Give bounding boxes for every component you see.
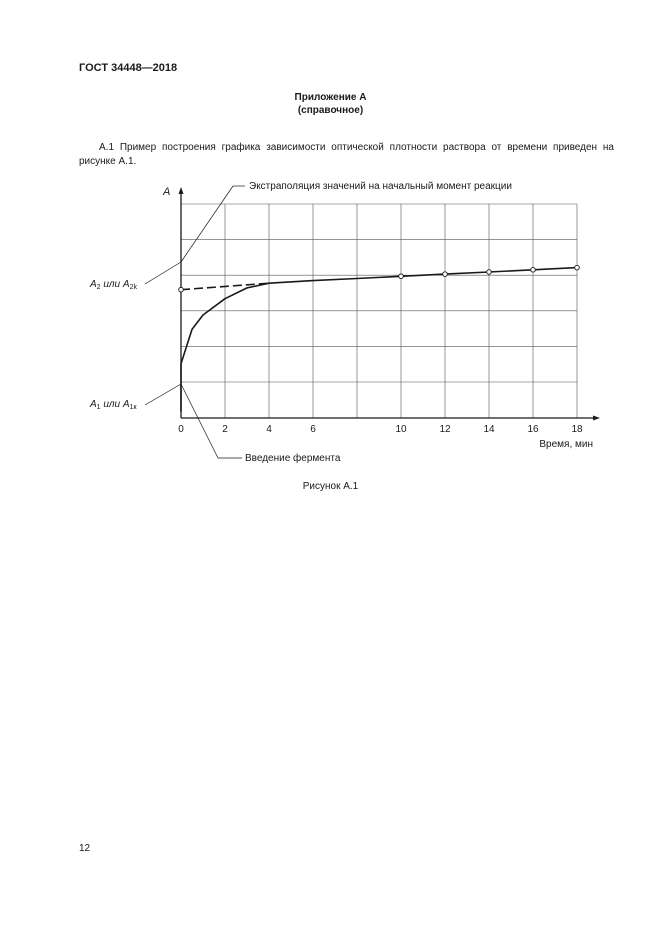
chart-ticks bbox=[178, 424, 583, 435]
a1-leader bbox=[145, 384, 181, 405]
data-point-marker bbox=[399, 274, 404, 279]
data-point-marker bbox=[487, 270, 492, 275]
a1-sub1: 1 bbox=[96, 404, 101, 411]
chart-grid bbox=[181, 204, 577, 418]
level-label-a1 bbox=[89, 399, 137, 411]
x-tick-label: 0 bbox=[178, 424, 184, 435]
paragraph-line-1: А.1 Пример построения графика зависимости оптической плотности раствора от времени приведен на bbox=[99, 142, 614, 153]
a2-mid: или A bbox=[100, 279, 130, 290]
x-tick-label: 2 bbox=[222, 424, 228, 435]
x-tick-label: 14 bbox=[483, 424, 495, 435]
x-tick-label: 18 bbox=[571, 424, 583, 435]
a2-sub2: 2k bbox=[129, 284, 137, 291]
y-axis-arrow bbox=[179, 187, 184, 194]
enzyme-leader bbox=[181, 384, 218, 458]
a1-main: A bbox=[90, 399, 97, 410]
data-point-marker bbox=[531, 267, 536, 272]
x-axis-arrow bbox=[593, 416, 600, 421]
data-point-marker bbox=[179, 287, 184, 292]
chart-axes bbox=[179, 187, 601, 421]
x-tick-label: 16 bbox=[527, 424, 539, 435]
absorbance-curve bbox=[181, 268, 577, 412]
page-number: 12 bbox=[79, 843, 91, 854]
appendix-title: Приложение А bbox=[294, 92, 367, 103]
level-label-a2 bbox=[89, 279, 137, 291]
x-tick-label: 12 bbox=[439, 424, 451, 435]
x-tick-label: 6 bbox=[310, 424, 316, 435]
extrapolation-annotation: Экстраполяция значений на начальный момент реакции bbox=[249, 181, 512, 192]
document-header: ГОСТ 34448—2018 bbox=[79, 62, 178, 74]
appendix-subtitle: (справочное) bbox=[297, 105, 364, 116]
data-point-marker bbox=[575, 265, 580, 270]
paragraph-line-2: рисунке А.1. bbox=[79, 156, 137, 167]
enzyme-annotation: Введение фермента bbox=[245, 453, 341, 464]
y-axis-label: A bbox=[163, 186, 171, 198]
data-point-marker bbox=[443, 272, 448, 277]
a2-sub1: 2 bbox=[96, 284, 101, 291]
x-tick-label: 4 bbox=[266, 424, 272, 435]
a1-mid: или A bbox=[100, 399, 130, 410]
a1-sub2: 1к bbox=[129, 404, 137, 411]
x-tick-label: 10 bbox=[395, 424, 407, 435]
a2-leader bbox=[145, 262, 181, 284]
figure-caption: Рисунок А.1 bbox=[302, 481, 359, 492]
a2-main: A bbox=[90, 279, 97, 290]
chart-series bbox=[179, 265, 580, 411]
leader-lines bbox=[145, 186, 245, 458]
x-axis-label: Время, мин bbox=[539, 439, 593, 450]
